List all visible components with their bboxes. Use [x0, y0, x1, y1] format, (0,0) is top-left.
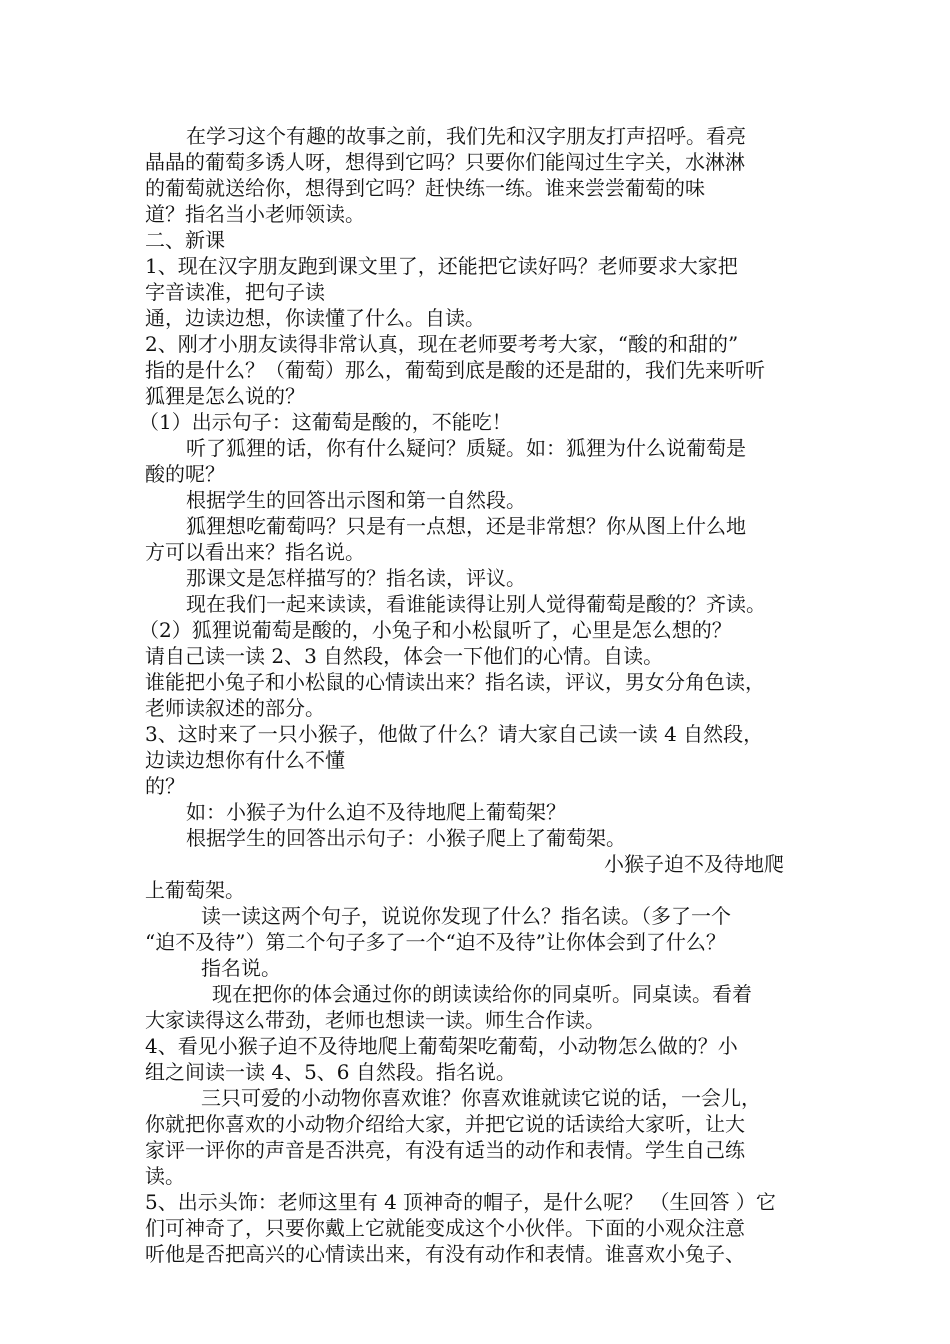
text-line: 3、这时来了一只小猴子，他做了什么？请大家自己读一读 4 自然段，: [145, 722, 764, 746]
text-line: 请自己读一读 2、3 自然段，体会一下他们的心情。自读。: [145, 644, 664, 668]
text-line: 根据学生的回答出示图和第一自然段。: [186, 488, 526, 512]
text-line: （1）出示句子：这葡萄是酸的，不能吃！: [139, 410, 512, 434]
text-line: 家评一评你的声音是否洪亮，有没有适当的动作和表情。学生自己练: [145, 1138, 745, 1162]
text-line: 的葡萄就送给你，想得到它吗？赶快练一练。谁来尝尝葡萄的味: [145, 176, 705, 200]
text-line: 指名说。: [201, 956, 281, 980]
text-line: 1、现在汉字朋友跑到课文里了，还能把它读好吗？老师要求大家把: [145, 254, 738, 278]
text-line: 听他是否把高兴的心情读出来，有没有动作和表情。谁喜欢小兔子、: [145, 1242, 745, 1266]
text-line: 指的是什么？（葡萄）那么，葡萄到底是酸的还是甜的，我们先来听听: [145, 358, 765, 382]
text-line: 根据学生的回答出示句子：小猴子爬上了葡萄架。: [186, 826, 626, 850]
text-line: 组之间读一读 4、5、6 自然段。指名说。: [145, 1060, 516, 1084]
text-line: 现在把你的体会通过你的朗读读给你的同桌听。同桌读。看着: [212, 982, 752, 1006]
text-line: 上葡萄架。: [145, 878, 245, 902]
text-line: 那课文是怎样描写的？指名读，评议。: [186, 566, 526, 590]
text-line: 听了狐狸的话，你有什么疑问？质疑。如：狐狸为什么说葡萄是: [186, 436, 746, 460]
text-line: 大家读得这么带劲，老师也想读一读。师生合作读。: [145, 1008, 605, 1032]
text-line: 字音读准，把句子读: [145, 280, 325, 304]
text-line: （2）狐狸说葡萄是酸的，小兔子和小松鼠听了，心里是怎么想的？: [139, 618, 732, 642]
text-line: 你就把你喜欢的小动物介绍给大家，并把它说的话读给大家听，让大: [145, 1112, 745, 1136]
text-line: 边读边想你有什么不懂: [145, 748, 345, 772]
text-line: “迫不及待”）第二个句子多了一个“迫不及待”让你体会到了什么？: [145, 930, 726, 954]
text-line: 如：小猴子为什么迫不及待地爬上葡萄架？: [186, 800, 566, 824]
text-line: 谁能把小兔子和小松鼠的心情读出来？指名读，评议，男女分角色读，: [145, 670, 765, 694]
text-line: 5、出示头饰：老师这里有 4 顶神奇的帽子，是什么呢？ （生回答 ）它: [145, 1190, 776, 1214]
text-line: 小猴子迫不及待地爬: [604, 852, 784, 876]
text-line: 通，边读边想，你读懂了什么。自读。: [145, 306, 485, 330]
text-line: 三只可爱的小动物你喜欢谁？你喜欢谁就读它说的话，一会儿，: [201, 1086, 761, 1110]
text-line: 酸的呢？: [145, 462, 225, 486]
text-line: 在学习这个有趣的故事之前，我们先和汉字朋友打声招呼。看亮: [186, 124, 746, 148]
section-heading: 二、新课: [145, 228, 225, 252]
text-line: 读。: [145, 1164, 185, 1188]
text-line: 读一读这两个句子，说说你发现了什么？指名读。（多了一个: [201, 904, 731, 928]
text-line: 狐狸是怎么说的？: [145, 384, 305, 408]
text-line: 道？指名当小老师领读。: [145, 202, 365, 226]
text-line: 狐狸想吃葡萄吗？只是有一点想，还是非常想？你从图上什么地: [186, 514, 746, 538]
text-line: 晶晶的葡萄多诱人呀，想得到它吗？只要你们能闯过生字关，水淋淋: [145, 150, 745, 174]
text-line: 们可神奇了，只要你戴上它就能变成这个小伙伴。下面的小观众注意: [145, 1216, 745, 1240]
text-line: 老师读叙述的部分。: [145, 696, 325, 720]
text-line: 2、刚才小朋友读得非常认真，现在老师要考考大家，“酸的和甜的”: [145, 332, 739, 356]
text-line: 现在我们一起来读读，看谁能读得让别人觉得葡萄是酸的？齐读。: [186, 592, 766, 616]
text-line: 4、看见小猴子迫不及待地爬上葡萄架吃葡萄，小动物怎么做的？小: [145, 1034, 738, 1058]
text-line: 的？: [145, 774, 185, 798]
text-line: 方可以看出来？指名说。: [145, 540, 365, 564]
